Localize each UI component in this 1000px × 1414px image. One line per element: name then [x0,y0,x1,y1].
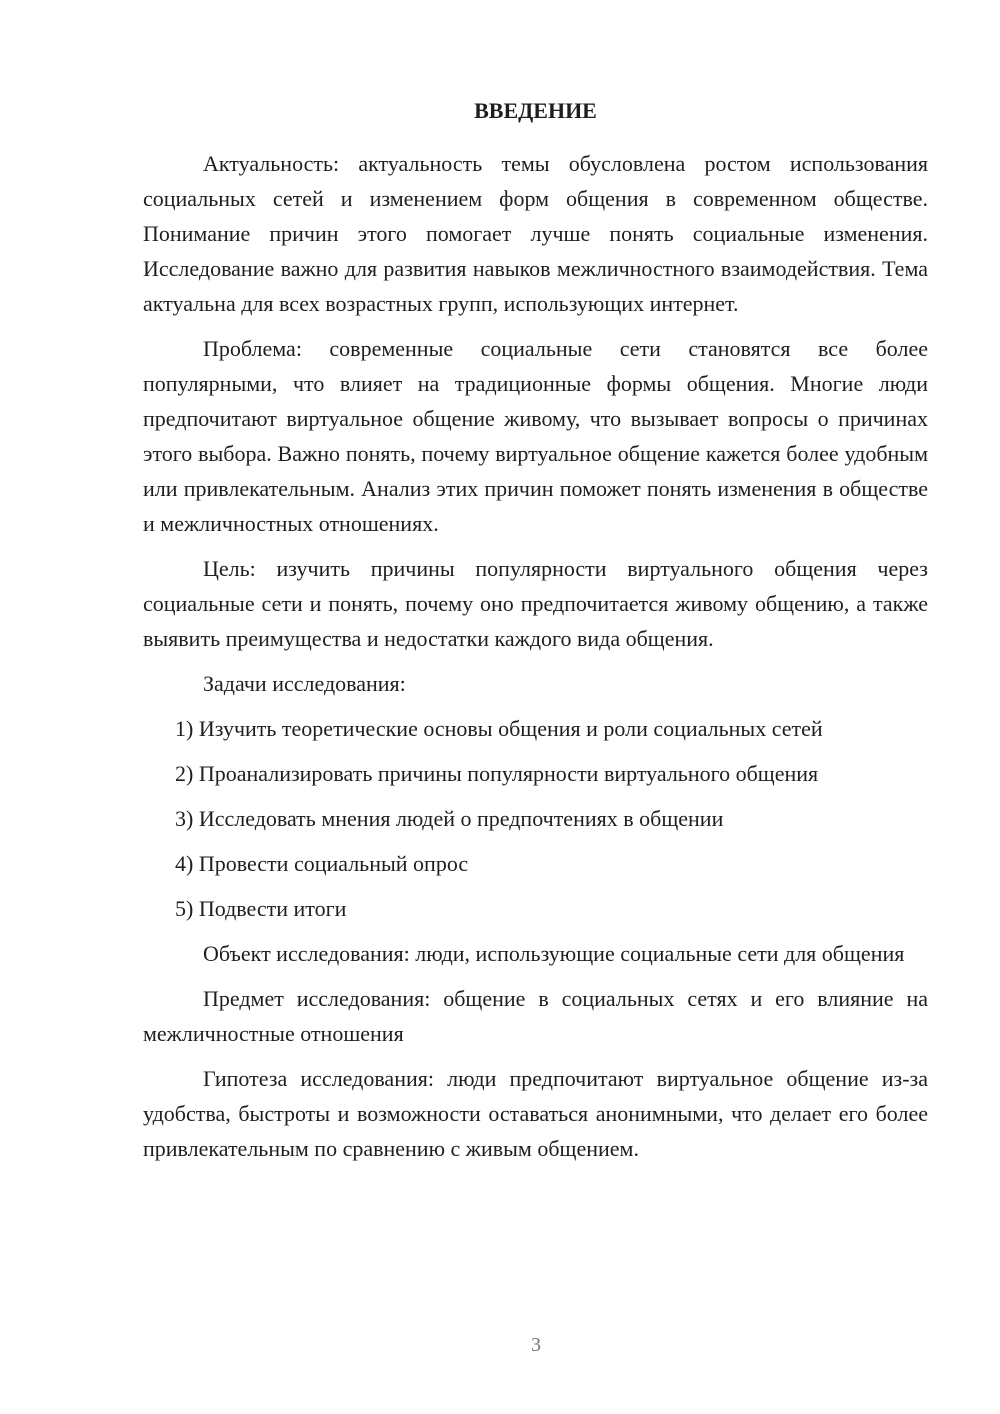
task-item: 5) Подвести итоги [175,896,347,921]
hypothesis-paragraph: Гипотеза исследования: люди предпочитают виртуальное общение из-за удобства, быстроты и возможности оставаться анонимными, что делает его более привлекательным по сравнению с живым общением. [143,1066,928,1161]
task-item: 4) Провести социальный опрос [175,851,469,876]
tasks-heading: Задачи исследования: [203,671,406,696]
problem-paragraph: Проблема: современные социальные сети становятся все более популярными, что влияет на традиционные формы общения. Многие люди предпочитают виртуальное общение живому, что вызывает вопросы о причинах этого выбора. Важно понять, почему виртуальное общение кажется более удобным или привлекательным. Анализ этих причин поможет понять изменения в обществе и межличностных отношениях. [143,336,928,536]
goal-paragraph: Цель: изучить причины популярности виртуального общения через социальные сети и понять, почему оно предпочитается живому общению, а также выявить преимущества и недостатки каждого вида общения. [143,556,928,651]
page-number: 3 [531,1334,541,1356]
page-title: ВВЕДЕНИЕ [474,98,597,123]
object-paragraph: Объект исследования: люди, использующие социальные сети для общения [203,941,905,966]
subject-paragraph: Предмет исследования: общение в социальных сетях и его влияние на межличностные отношения [143,986,928,1046]
task-item: 1) Изучить теоретические основы общения и роли социальных сетей [175,716,823,741]
document-page [143,96,928,1176]
relevance-paragraph: Актуальность: актуальность темы обусловлена ростом использования социальных сетей и изменением форм общения в современном обществе. Понимание причин этого помогает лучше понять социальные изменения. Исследование важно для развития навыков межличностного взаимодействия. Тема актуальна для всех возрастных групп, использующих интернет. [143,151,928,316]
task-item: 2) Проанализировать причины популярности виртуального общения [175,761,819,786]
task-item: 3) Исследовать мнения людей о предпочтениях в общении [175,806,724,831]
